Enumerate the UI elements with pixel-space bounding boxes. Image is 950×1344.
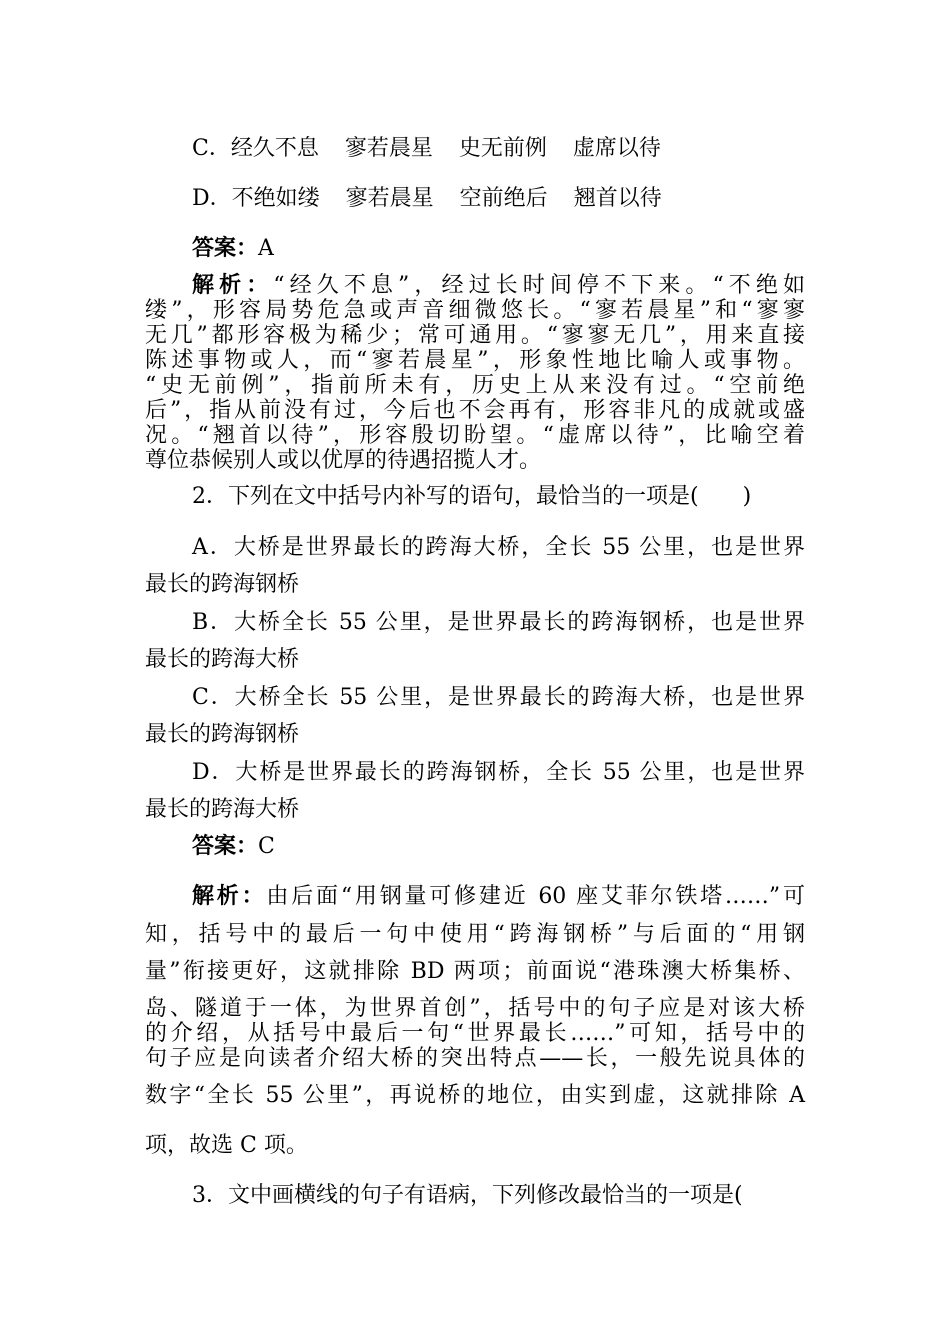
analysis-text: 由后面“用钢量可修建近 60 座艾菲尔铁塔……”可: [266, 884, 805, 909]
q2-analysis-line: 量”衔接更好，这就排除 BD 两项；前面说“港珠澳大桥集桥、: [145, 959, 805, 984]
option-item: 翘首以待: [573, 186, 662, 211]
option-item: 寥若晨星: [345, 186, 434, 211]
q2-option-b: B．大桥全长 55 公里，是世界最长的跨海钢桥，也是世界: [192, 610, 805, 635]
q2-analysis-line: 岛、隧道于一体，为世界首创”，括号中的句子应是对该大桥: [145, 996, 805, 1021]
analysis-text: “经久不息”，经过长时间停不下来。“不绝如: [273, 273, 805, 298]
q2-analysis-line: [192, 884, 805, 910]
answer-label: 答案：: [192, 236, 259, 261]
q2-option-d: D．大桥是世界最长的跨海钢桥，全长 55 公里，也是世界: [192, 760, 805, 785]
q1-analysis-line: 陈述事物或人，而“寥若晨星”，形象性地比喻人或事物。: [145, 348, 805, 373]
option-item: 史无前例: [458, 136, 547, 161]
q1-analysis-line: [192, 273, 805, 299]
q2-option-c: C．大桥全长 55 公里，是世界最长的跨海大桥，也是世界: [192, 685, 805, 710]
q1-analysis-line: 缕”，形容局势危急或声音细微悠长。“寥若晨星”和“寥寥: [145, 298, 805, 323]
answer-value: C: [258, 834, 275, 859]
q1-option-d: [192, 186, 805, 212]
q2-analysis-line: 知，括号中的最后一句中使用“跨海钢桥”与后面的“用钢: [145, 922, 805, 947]
q1-analysis-line: “史无前例”，指前所未有，历史上从来没有过。“空前绝: [145, 373, 805, 398]
q1-answer: [192, 236, 805, 262]
q1-analysis-line: 况。“翘首以待”，形容殷切盼望。“虚席以待”，比喻空着: [145, 423, 805, 448]
q2-analysis-line: 项，故选 C 项。: [145, 1133, 308, 1158]
analysis-label: 解析：: [192, 273, 274, 298]
q2-analysis-line: 句子应是向读者介绍大桥的突出特点——长，一般先说具体的: [145, 1046, 805, 1071]
q2-analysis-line: 数字“全长 55 公里”，再说桥的地位，由实到虚，这就排除 A: [145, 1083, 805, 1108]
option-item: 虚席以待: [572, 136, 661, 161]
q1-analysis-line: 后”，指从前没有过，今后也不会再有，形容非凡的成就或盛: [145, 398, 805, 423]
q2-option-a-cont: 最长的跨海钢桥: [145, 572, 300, 597]
q2-stem: 2．下列在文中括号内补写的语句，最恰当的一项是( ): [192, 484, 752, 509]
q3-stem: 3．文中画横线的句子有语病，下列修改最恰当的一项是(: [192, 1183, 743, 1208]
q2-option-c-cont: 最长的跨海钢桥: [145, 722, 300, 747]
q1-option-c: [192, 136, 805, 162]
q1-analysis-line: 尊位恭候别人或以优厚的待遇招揽人才。: [145, 448, 542, 473]
option-item: 寥若晨星: [344, 136, 433, 161]
option-item: 经久不息: [230, 136, 319, 161]
option-item: 空前绝后: [459, 186, 548, 211]
answer-value: A: [258, 236, 274, 261]
q1-analysis-line: 无几”都形容极为稀少；常可通用。“寥寥无几”，用来直接: [145, 323, 805, 348]
q2-option-b-cont: 最长的跨海大桥: [145, 647, 300, 672]
q2-option-a: A．大桥是世界最长的跨海大桥，全长 55 公里，也是世界: [192, 535, 805, 560]
q2-analysis-line: 的介绍，从括号中最后一句“世界最长……”可知，括号中的: [145, 1021, 805, 1046]
q2-option-d-cont: 最长的跨海大桥: [145, 797, 300, 822]
q2-answer: [192, 834, 805, 860]
option-label: D．: [192, 186, 232, 211]
analysis-label: 解析：: [192, 884, 267, 909]
option-label: C．: [192, 136, 231, 161]
option-item: 不绝如缕: [231, 186, 320, 211]
answer-label: 答案：: [192, 834, 259, 859]
